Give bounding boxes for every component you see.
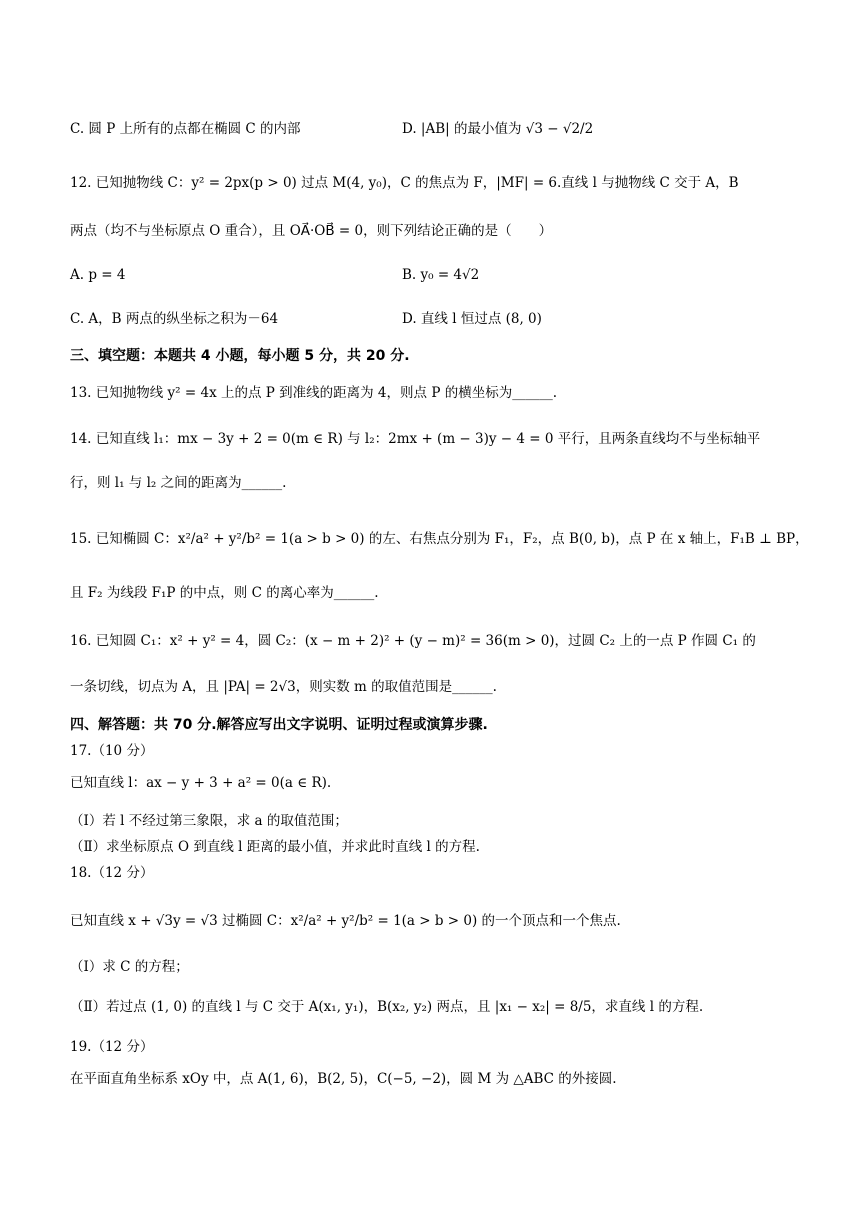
question-16-line1: 16. 已知圆 C₁：x² + y² = 4，圆 C₂：(x − m + 2)² + (y − m)² = 36(m > 0)，过圆 C₂ 上的一点 P 作圆 C₁ 的: [70, 633, 756, 649]
question-17-heading: 17.（10 分）: [70, 743, 154, 759]
option-12a: A. p = 4: [70, 267, 126, 283]
section-4-heading: 四、解答题：共 70 分.解答应写出文字说明、证明过程或演算步骤.: [70, 717, 488, 733]
option-12c: C. A，B 两点的纵坐标之积为－64: [70, 311, 279, 327]
option-12b: B. y₀ = 4√2: [402, 267, 480, 283]
section-3-heading: 三、填空题：本题共 4 小题，每小题 5 分，共 20 分.: [70, 348, 410, 364]
question-14-line2: 行，则 l₁ 与 l₂ 之间的距离为______.: [70, 475, 287, 491]
question-19-heading: 19.（12 分）: [70, 1039, 154, 1055]
question-15-line1: 15. 已知椭圆 C：x²/a² + y²/b² = 1(a > b > 0) 的左、右焦点分别为 F₁，F₂，点 B(0, b)，点 P 在 x 轴上，F₁B ⊥ BP，: [70, 531, 809, 547]
question-15-line2: 且 F₂ 为线段 F₁P 的中点，则 C 的离心率为______.: [70, 585, 379, 601]
question-19-stem: 在平面直角坐标系 xOy 中，点 A(1, 6)，B(2, 5)，C(−5, −2)，圆 M 为 △ABC 的外接圆.: [70, 1071, 617, 1087]
question-18-part1: （Ⅰ）求 C 的方程；: [70, 959, 189, 975]
question-14-line1: 14. 已知直线 l₁：mx − 3y + 2 = 0(m ∈ R) 与 l₂：2mx + (m − 3)y − 4 = 0 平行，且两条直线均不与坐标轴平: [70, 431, 761, 447]
question-16-line2: 一条切线，切点为 A，且 |PA| = 2√3，则实数 m 的取值范围是______.: [70, 679, 497, 695]
question-18-stem: 已知直线 x + √3y = √3 过椭圆 C：x²/a² + y²/b² = 1(a > b > 0) 的一个顶点和一个焦点.: [70, 913, 621, 929]
question-18-heading: 18.（12 分）: [70, 865, 154, 881]
question-13: 13. 已知抛物线 y² = 4x 上的点 P 到准线的距离为 4，则点 P 的横坐标为______.: [70, 385, 557, 401]
question-17-part2: （Ⅱ）求坐标原点 O 到直线 l 距离的最小值，并求此时直线 l 的方程.: [70, 839, 480, 855]
option-11c: C. 圆 P 上所有的点都在椭圆 C 的内部: [70, 121, 301, 137]
question-12-line1: 12. 已知抛物线 C：y² = 2px(p > 0) 过点 M(4, y₀)，C 的焦点为 F，|MF| = 6.直线 l 与抛物线 C 交于 A，B: [70, 175, 739, 191]
question-12-line2: 两点（均不与坐标原点 O 重合），且 OA⃗·OB⃗ = 0，则下列结论正确的是（ ）: [70, 223, 553, 239]
question-18-part2: （Ⅱ）若过点 (1, 0) 的直线 l 与 C 交于 A(x₁, y₁)，B(x₂, y₂) 两点，且 |x₁ − x₂| = 8/5，求直线 l 的方程.: [70, 999, 704, 1015]
option-12d: D. 直线 l 恒过点 (8, 0): [402, 311, 542, 327]
question-17-stem: 已知直线 l：ax − y + 3 + a² = 0(a ∈ R).: [70, 775, 332, 791]
question-17-part1: （Ⅰ）若 l 不经过第三象限，求 a 的取值范围；: [70, 813, 348, 829]
option-11d: D. |AB| 的最小值为 √3 − √2/2: [402, 121, 594, 137]
